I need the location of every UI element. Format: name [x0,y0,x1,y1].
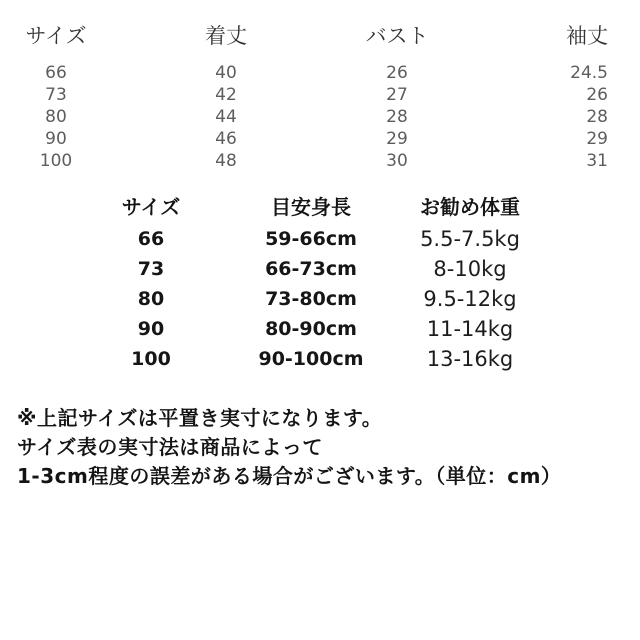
table-cell: 42 [215,85,237,105]
table-row [0,128,640,150]
note-line-3: 1-3cm程度の誤差がある場合がございます。（単位：cm） [17,464,562,488]
column-header-size: サイズ [25,24,87,48]
table-cell: 90 [45,129,67,149]
table-row [0,84,640,106]
table-cell: 40 [215,63,237,83]
note-line-2: サイズ表の実寸法は商品によって [17,435,323,459]
column-header-body-length: 着丈 [205,24,247,48]
table-cell: 100 [39,151,73,171]
table-cell: 31 [586,151,608,171]
table-cell: 66 [45,63,67,83]
column-header-height-guide: 目安身長 [271,194,351,219]
table-cell: 73 [137,258,165,280]
table-cell: 90 [137,318,165,340]
table-cell: 29 [586,129,608,149]
table-cell: 90-100cm [258,348,364,370]
table-cell: 29 [386,129,408,149]
table-cell: 73 [45,85,67,105]
table-row [0,62,640,84]
table-cell: 28 [586,107,608,127]
table-cell: 30 [386,151,408,171]
table-cell: 5.5-7.5kg [420,227,520,251]
table-cell: 46 [215,129,237,149]
fit-table [60,192,560,374]
column-header-recommended-weight: お勧め体重 [420,194,520,219]
table-cell: 28 [386,107,408,127]
table-cell: 59-66cm [265,228,357,250]
fit-table-body [60,224,560,374]
note-line-1: ※上記サイズは平置き実寸になります。 [17,406,383,430]
table-cell: 44 [215,107,237,127]
table-cell: 80 [137,288,165,310]
table-row [60,224,560,254]
table-cell: 9.5-12kg [423,287,517,311]
column-header-sleeve-length: 袖丈 [566,24,608,48]
table-cell: 80 [45,107,67,127]
table-cell: 8-10kg [433,257,507,281]
table-cell: 26 [386,63,408,83]
table-cell: 24.5 [570,63,608,83]
size-notes [17,404,627,491]
table-row [60,254,560,284]
column-header-bust: バスト [365,24,429,48]
table-row [60,344,560,374]
table-cell: 48 [215,151,237,171]
table-cell: 11-14kg [426,317,514,341]
table-row [0,106,640,128]
table-row [0,150,640,172]
table-cell: 66 [137,228,165,250]
table-cell: 73-80cm [265,288,357,310]
table-row [60,284,560,314]
table-cell: 80-90cm [265,318,357,340]
measurement-table-body [0,62,640,172]
table-cell: 27 [386,85,408,105]
table-row [60,314,560,344]
table-cell: 100 [131,348,171,370]
table-cell: 66-73cm [265,258,357,280]
column-header-size: サイズ [121,194,181,219]
table-cell: 26 [586,85,608,105]
measurement-table [0,24,640,172]
measurement-table-header-row [0,24,640,46]
table-cell: 13-16kg [426,347,514,371]
fit-table-header-row [60,192,560,218]
